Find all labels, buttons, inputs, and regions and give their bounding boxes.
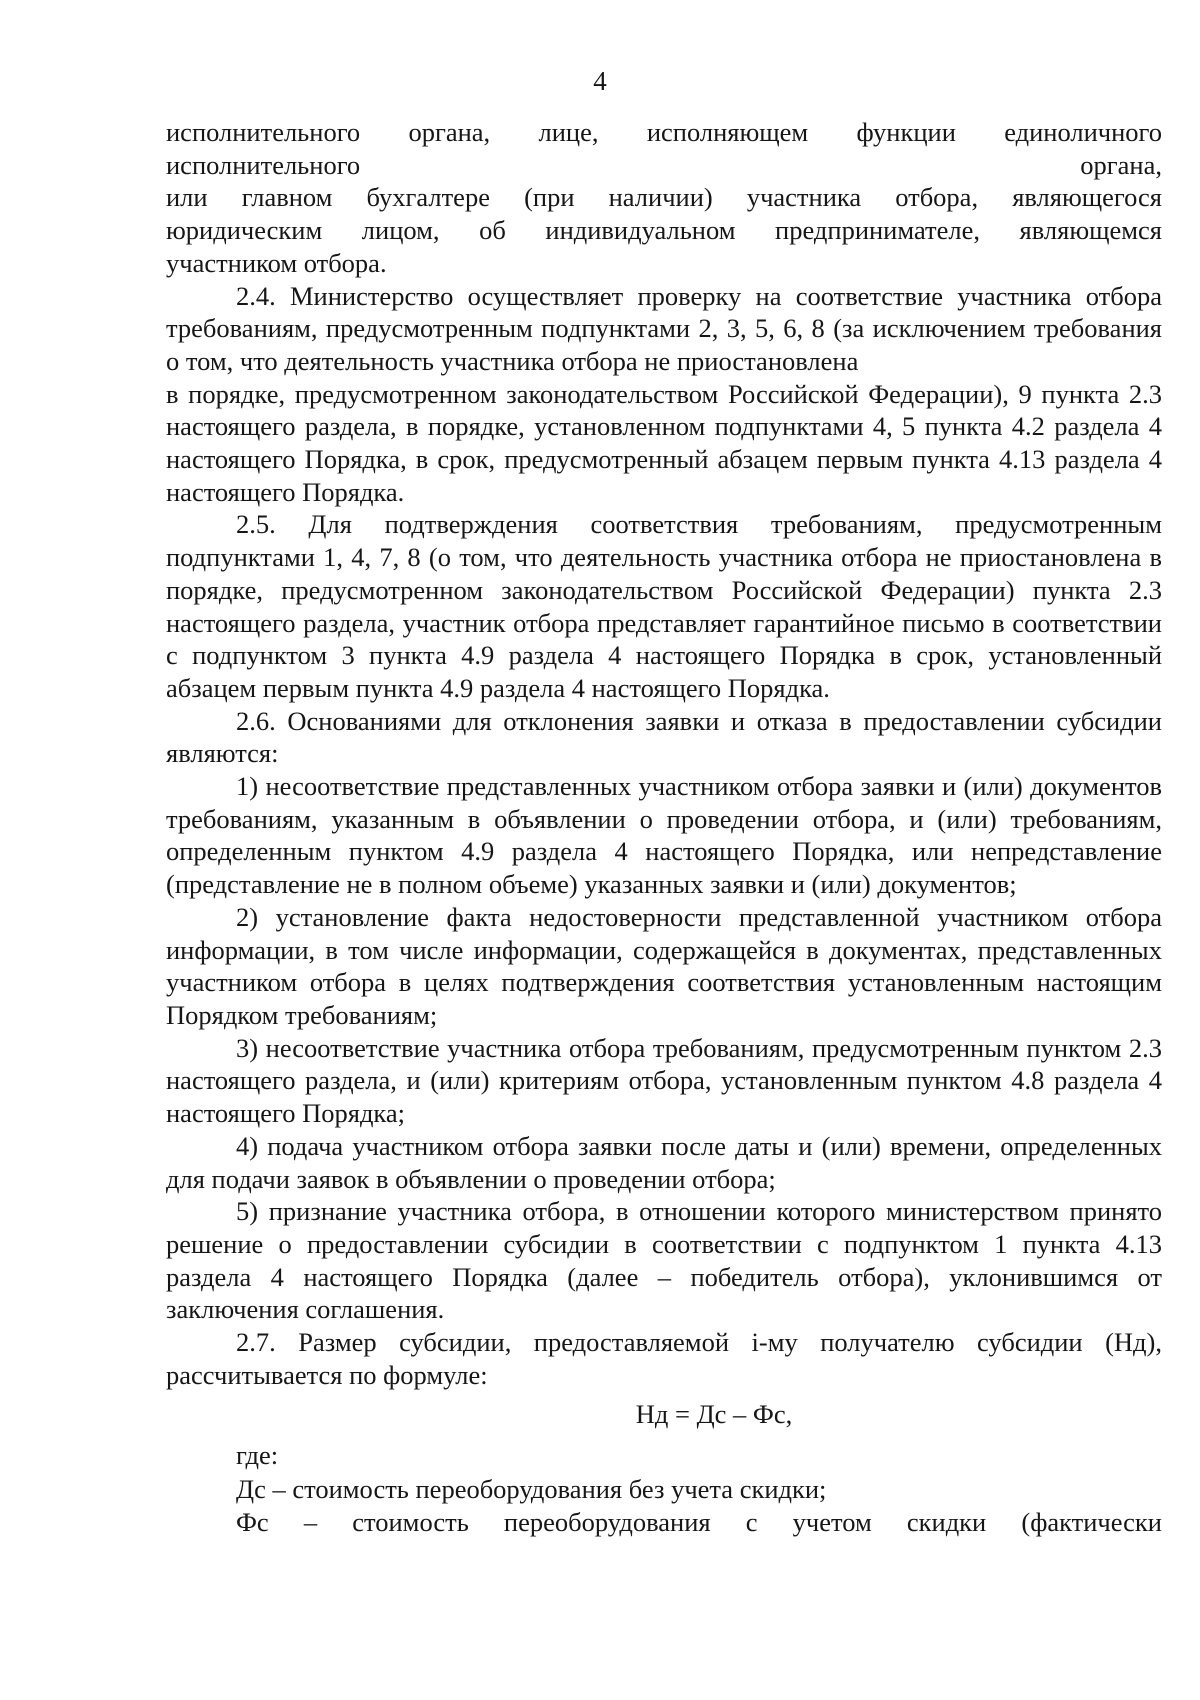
text-line: исполнительного органа,: [166, 149, 1162, 180]
list-item-2-6-3: 3) несоответствие участника отбора требованиям, предусмотренным пунктом 2.3 настоящего раздела, и (или) критериям отбора, установленным пунктом 4.8 раздела 4 настоящего Порядка;: [166, 1032, 1162, 1129]
paragraph-2-7: 2.7. Размер субсидии, предоставляемой i-му получателю субсидии (Нд), рассчитывается по формуле:: [166, 1327, 1162, 1390]
text-line: или главном бухгалтере (при наличии) участника отбора, являющегося: [166, 182, 1162, 213]
paragraph-2-6: 2.6. Основаниями для отклонения заявки и отказа в предоставлении субсидии являются:: [166, 705, 1162, 769]
text-line: исполнительного органа, лице, исполняющем функции единоличного: [166, 117, 1162, 147]
list-item-2-6-4: 4) подача участником отбора заявки после даты и (или) времени, определенных для подачи заявок в объявлении о проведении отбора;: [166, 1130, 1162, 1194]
page-number: 4: [593, 66, 607, 96]
formula-where: где:: [236, 1440, 279, 1471]
list-item-2-6-2: 2) установление факта недостоверности представленной участником отбора информации, в том числе информации, содержащейся в документах, представленных участником отбора в целях подтверждения соответствия установленным настоящим Порядком требованиям;: [166, 901, 1162, 1030]
text-line: участником отбора.: [166, 247, 387, 278]
paragraph-2-5: 2.5. Для подтверждения соответствия требованиям, предусмотренным подпунктами 1, 4, 7, 8 (о том, что деятельность участника отбора не приостановлена в порядке, предусмотренном законодательством Российской Федерации) пункта 2.3 настоящего раздела, участник отбора представляет гарантийное письмо в соответствии с подпунктом 3 пункта 4.9 раздела 4 настоящего Порядка в срок, установленный абзацем первым пункта 4.9 раздела 4 настоящего Порядка.: [166, 509, 1162, 703]
list-item-2-6-1: 1) несоответствие представленных участником отбора заявки и (или) документов требованиям, указанным в объявлении о проведении отбора, и (или) требованиям, определенным пунктом 4.9 раздела 4 настоящего Порядка, или непредставление (представление не в полном объеме) указанных заявки и (или) документов;: [166, 771, 1162, 900]
definition-dc: Дс – стоимость переоборудования без учета скидки;: [236, 1474, 827, 1505]
formula: Нд = Дс – Фс,: [635, 1399, 793, 1430]
list-item-2-6-5: 5) признание участника отбора, в отношении которого министерством принято решение о предоставлении субсидии в соответствии с подпунктом 1 пункта 4.13 раздела 4 настоящего Порядка (далее – победитель отбора), уклонившимся от заключения соглашения.: [166, 1196, 1162, 1325]
definition-fc: Фс – стоимость переоборудования с учетом скидки (фактически: [236, 1507, 1162, 1538]
document-body: [166, 116, 1162, 1539]
paragraph-intro: [166, 116, 1162, 280]
paragraph-2-4-part-1: 2.4. Министерство осуществляет проверку на соответствие участника отбора требованиям, предусмотренным подпунктами 2, 3, 5, 6, 8 (за исключением требования о том, что деятельность участника отбора не приостановлена: [166, 280, 1162, 376]
text-line: юридическим лицом, об индивидуальном предпринимателе, являющемся: [166, 215, 1162, 246]
paragraph-2-4-part-2: в порядке, предусмотренном законодательством Российской Федерации), 9 пункта 2.3 настоящего раздела, в порядке, установленном подпунктами 4, 5 пункта 4.2 раздела 4 настоящего Порядка, в срок, предусмотренный абзацем первым пункта 4.13 раздела 4 настоящего Порядка.: [166, 378, 1162, 507]
